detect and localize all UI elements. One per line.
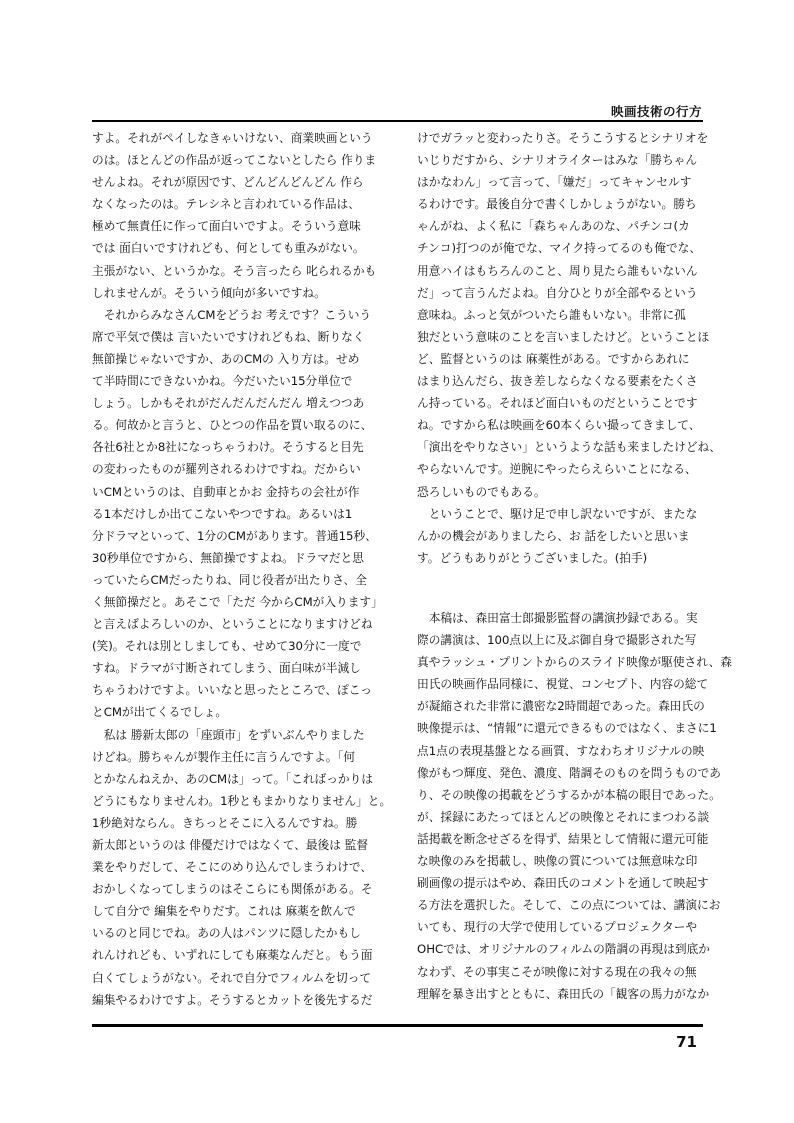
text-line: おかしくなってしまうのはそこらにも関係がある。そ [92, 882, 373, 897]
text-line: 田氏の映画作品同様に、視覚、コンセプト、内容の総て [417, 677, 709, 692]
text-line: っていたらCMだったりね、同じ役者が出たりさ、全 [92, 572, 367, 587]
text-line: 白くてしょうがない。それで自分でフィルムを切って [92, 970, 372, 985]
text-line: 席で平気で僕は 言いたいですけれどもね、断りなく [92, 329, 365, 344]
text-line: 像がもつ輝度、発色、濃度、階調そのものを問うものであ [417, 765, 721, 780]
text-line: り、その映像の掲載をどうするかが本稿の眼目であった。 [417, 787, 721, 802]
text-line: 映像提示は、“情報”に還元できるものではなく、まさに1 [417, 721, 717, 736]
text-line: 無節操じゃないですか、あのCMの 入り方は。せめ [92, 351, 360, 366]
text-line: ど、監督というのは 麻薬性がある。ですからあれに [417, 351, 690, 366]
text-line: 主張がない、というかな。そう言ったら 叱られるかも [92, 263, 377, 278]
text-line: 極めて無責任に作って面白いですよ。そういう意味 [92, 219, 361, 234]
text-line: る方法を選択した。そして、この点については、講演にお [417, 898, 721, 913]
text-line: 点1点の表現基盤となる画質、すなわちオリジナルの映 [417, 743, 705, 758]
text-line: とかなんねえか、あのCMは」って。「こればっかりは [92, 771, 373, 786]
text-line: すね。ドラマが寸断されてしまう、面白味が半減し [92, 661, 361, 676]
text-line: すよ。それがペイしなきゃいけない、商業映画という [92, 131, 373, 145]
text-line: 刷画像の提示はやめ、森田氏のコメントを通して映起す [417, 876, 709, 891]
text-line: る1本だけしか出てこないやつですね。あるいは1 [92, 506, 353, 521]
text-line: だ」って言うんだよね。自分ひとりが全部やるという [417, 285, 698, 300]
text-line: 業をやりだして、そこにのめり込んでしまうわけで、 [92, 860, 373, 875]
text-line: が、採録にあたってほとんどの映像とそれにまつわる談 [417, 809, 710, 824]
text-line: それからみなさんCMをどうお 考えです？こういう [92, 307, 372, 322]
text-line: チンコ)打つのが俺でな、マイク持ってるのも俺でな、 [417, 241, 702, 256]
text-line: いCMというのは、自動車とかお 金持ちの会社が作 [92, 484, 360, 499]
text-line: 際の講演は、100点以上に及ぶ御自身で撮影された写 [417, 633, 697, 648]
text-line: 本稿は、森田富士郎撮影監督の講演抄録である。実 [417, 611, 698, 625]
text-line: して自分で 編集をやりだす。これは 麻薬を飲んで [92, 904, 356, 919]
text-line: な映像のみを掲載し、映像の質については無意味な印 [417, 854, 698, 869]
text-line: 用意ハイはもちろんのこと、周り見たら誰もいないん [417, 263, 698, 278]
text-line: 編集やるわけですよ。そうするとカットを後先するだ [92, 992, 373, 1007]
text-line: て半時間にできないかね。今だいたい15分単位で [92, 374, 353, 389]
text-line: 意味ね。ふっと気がついたら誰もいない。非常に孤 [417, 307, 686, 322]
text-line: く無節操だと。あそこで「ただ 今からCMが入ります」 [92, 594, 383, 609]
left-text-column [92, 127, 392, 1011]
text-line: れんけれども、いずれにしても麻薬なんだと。もう面 [92, 948, 373, 963]
text-line: どうにもなりませんわ。1秒ともまかりなりません」と。 [92, 793, 392, 808]
text-line: なくなったのは。テレシネと言われている作品は、 [92, 197, 360, 212]
text-line: いても、現行の大学で使用しているプロジェクターや [417, 920, 698, 935]
running-title: 映画技術の行方 [610, 104, 702, 119]
text-line: やらないんです。逆腕にやったらえらいことになる、 [417, 462, 697, 477]
text-line: ゃんがね、よく私に「森ちゃんあのな、パチンコ(カ [417, 219, 690, 234]
text-line: いじりだすから、シナリオライターはみな「勝ちゃん [417, 153, 698, 168]
text-line: いるのと同じでね。あの人はパンツに隠したかもし [92, 926, 361, 941]
text-line: 独だという意味のことを言いましたけど。ということほ [417, 329, 710, 344]
text-line: 「演出をやりなさい」というような話も来ましたけどね、 [417, 440, 721, 455]
text-line: 理解を暴き出すとともに、森田氏の「観客の馬力がなか [417, 986, 710, 1001]
text-line: せんよね。それが原因です、どんどんどんどん 作ら [92, 175, 364, 190]
text-line: OHCでは、オリジナルのフィルムの階調の再現は到底か [417, 942, 710, 957]
text-line: けでガラッと変わったりさ。そうこうするとシナリオを [417, 131, 709, 145]
text-line: 私は 勝新太郎の「座頭市」をずいぶんやりました [92, 727, 365, 742]
text-line: ね。ですから私は映画を60本くらい撮ってきまして、 [417, 418, 701, 433]
text-line: (笑)。それは別としましても、せめて30分に一度で [92, 639, 362, 654]
text-line: では 面白いですけれども、何としても重みがない。 [92, 241, 365, 256]
text-line: 真やラッシュ・プリントからのスライド映像が駆使され、森 [417, 655, 732, 670]
text-line: 各社6社とか8社になっちゃうわけ。そうすると目先 [92, 440, 364, 455]
text-line: 恐ろしいものでもある。 [417, 484, 546, 499]
text-line: んかの機会がありましたら、お 話をしたいと思いま [417, 528, 690, 543]
text-line: けどね。勝ちゃんが製作主任に言うんですよ。「何 [92, 749, 355, 764]
text-line: 1秒絶対ならん。きちっとそこに入るんですね。勝 [92, 815, 358, 830]
text-line: 分ドラマといって、1分のCMがあります。普通15秒、 [92, 528, 377, 543]
text-line: 30秒単位ですから、無節操ですよね。ドラマだと思 [92, 550, 364, 565]
text-line: なわず、その事実こそが映像に対する現在の我々の無 [417, 964, 697, 979]
right-text-column-note [417, 607, 732, 1005]
text-line: ちゃうわけですよ。いいなと思ったところで、ぽこっ [92, 683, 372, 698]
text-line: 新太郎というのは 俳優だけではなくて、最後は 監督 [92, 838, 369, 852]
text-line: が凝縮された非常に濃密な2時間超であった。森田氏の [417, 699, 705, 714]
text-line: しれませんが。そういう傾向が多いですね。 [92, 285, 326, 300]
right-text-column-top [417, 127, 721, 569]
text-line: とCMが出てくるでしょ。 [92, 705, 228, 720]
header-rule [92, 120, 703, 122]
text-line: と言えばよろしいのか、ということになりますけどね [92, 617, 373, 632]
text-line: ん持っている。それほど面白いものだということです [417, 396, 698, 411]
text-line: はまり込んだら、抜き差しならなくなる要素をたくさ [417, 374, 698, 389]
text-line: ということで、駆け足で申し訳ないですが、またな [417, 506, 698, 521]
text-line: す。どうもありがとうございました。(拍手) [417, 550, 648, 565]
text-line: しょう。しかもそれがだんだんだんだん 増えつつあ [92, 396, 365, 411]
text-line: はかなわん」って言って、「嫌だ」ってキャンセルす [417, 175, 692, 190]
text-line: のは。ほとんどの作品が返ってこないとしたら 作りま [92, 153, 377, 168]
text-line: る。何故かと言うと、ひとつの作品を買い取るのに、 [92, 418, 373, 433]
text-line: の変わったものが羅列されるわけですね。だからい [92, 462, 361, 477]
text-line: るわけです。最後自分で書くしかしょうがない。勝ち [417, 197, 697, 212]
text-line: 話掲載を断念せざるを得ず、結果として情報に還元可能 [417, 831, 709, 846]
page-number: 71 [676, 1033, 697, 1051]
footer-rule [92, 1024, 703, 1027]
